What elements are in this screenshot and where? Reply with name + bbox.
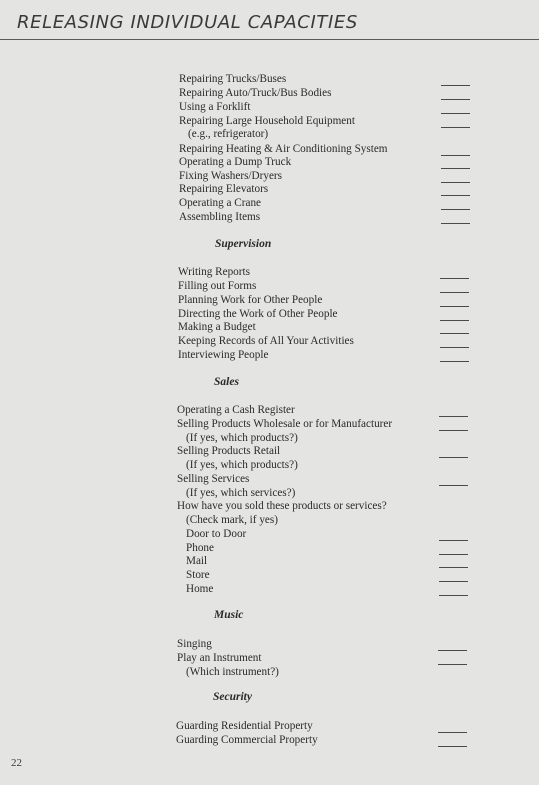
answer-blank[interactable] xyxy=(440,320,469,321)
answer-blank[interactable] xyxy=(439,540,468,541)
answer-blank[interactable] xyxy=(439,485,468,486)
answer-blank[interactable] xyxy=(440,333,469,334)
section-heading: Security xyxy=(213,691,252,703)
checklist-item: Operating a Crane xyxy=(179,197,262,209)
checklist-subnote: (Which instrument?) xyxy=(186,666,279,678)
checklist-subnote: Store xyxy=(186,569,210,581)
answer-blank[interactable] xyxy=(438,650,467,651)
answer-blank[interactable] xyxy=(439,457,468,458)
answer-blank[interactable] xyxy=(439,595,468,596)
answer-blank[interactable] xyxy=(441,155,470,156)
answer-blank[interactable] xyxy=(441,209,470,210)
checklist-item: Repairing Trucks/Buses xyxy=(179,73,287,85)
answer-blank[interactable] xyxy=(438,746,467,747)
checklist-item: Guarding Commercial Property xyxy=(176,734,318,746)
checklist-item: Interviewing People xyxy=(178,349,269,361)
answer-blank[interactable] xyxy=(440,306,469,307)
answer-blank[interactable] xyxy=(439,567,468,568)
checklist-subnote: (Check mark, if yes) xyxy=(186,514,278,526)
answer-blank[interactable] xyxy=(441,223,470,224)
checklist-item: Using a Forklift xyxy=(179,101,251,113)
checklist-item: Singing xyxy=(177,638,212,650)
checklist-subnote: (If yes, which products?) xyxy=(186,459,298,471)
checklist-item: Selling Products Wholesale or for Manufacturer xyxy=(177,418,393,430)
checklist-item: Guarding Residential Property xyxy=(176,720,313,732)
checklist-item: Directing the Work of Other People xyxy=(178,308,338,320)
answer-blank[interactable] xyxy=(440,292,469,293)
checklist-subnote: (If yes, which services?) xyxy=(186,487,296,499)
answer-blank[interactable] xyxy=(441,168,470,169)
checklist-item: Repairing Elevators xyxy=(179,183,269,195)
answer-blank[interactable] xyxy=(440,278,469,279)
section-heading: Supervision xyxy=(215,238,272,250)
checklist-item: Repairing Auto/Truck/Bus Bodies xyxy=(179,87,332,99)
checklist-subnote: Phone xyxy=(186,542,214,554)
answer-blank[interactable] xyxy=(441,182,470,183)
checklist-item: Making a Budget xyxy=(178,321,256,333)
checklist-subnote: (e.g., refrigerator) xyxy=(188,128,269,140)
answer-blank[interactable] xyxy=(441,85,470,86)
answer-blank[interactable] xyxy=(440,347,469,348)
section-heading: Sales xyxy=(214,376,239,388)
checklist-subnote: Door to Door xyxy=(186,528,247,540)
checklist-item: Filling out Forms xyxy=(178,280,257,292)
answer-blank[interactable] xyxy=(440,361,469,362)
checklist-item: Keeping Records of All Your Activities xyxy=(178,335,354,347)
answer-blank[interactable] xyxy=(441,113,470,114)
checklist-subnote: (If yes, which products?) xyxy=(186,432,298,444)
answer-blank[interactable] xyxy=(441,127,470,128)
checklist-subnote: Mail xyxy=(186,555,208,567)
answer-blank[interactable] xyxy=(438,732,467,733)
answer-blank[interactable] xyxy=(439,430,468,431)
checklist-subnote: Home xyxy=(186,583,214,595)
answer-blank[interactable] xyxy=(439,416,468,417)
checklist-item: Repairing Heating & Air Conditioning System xyxy=(179,143,388,155)
answer-blank[interactable] xyxy=(439,554,468,555)
checklist-item: Planning Work for Other People xyxy=(178,294,323,306)
page-number: 22 xyxy=(11,757,22,769)
checklist-item: Selling Products Retail xyxy=(177,445,281,457)
checklist-item: Operating a Cash Register xyxy=(177,404,295,416)
answer-blank[interactable] xyxy=(441,99,470,100)
checklist-item: Fixing Washers/Dryers xyxy=(179,170,282,182)
answer-blank[interactable] xyxy=(438,664,467,665)
checklist-item: Assembling Items xyxy=(179,211,261,223)
answer-blank[interactable] xyxy=(439,581,468,582)
checklist-item: Operating a Dump Truck xyxy=(179,156,292,168)
checklist-item: How have you sold these products or services? xyxy=(177,500,387,512)
checklist-item: Repairing Large Household Equipment xyxy=(179,115,355,127)
section-heading: Music xyxy=(214,609,244,621)
page-title: RELEASING INDIVIDUAL CAPACITIES xyxy=(17,12,358,33)
checklist-item: Selling Services xyxy=(177,473,250,485)
answer-blank[interactable] xyxy=(441,195,470,196)
checklist-item: Play an Instrument xyxy=(177,652,262,664)
checklist-item: Writing Reports xyxy=(178,266,250,278)
